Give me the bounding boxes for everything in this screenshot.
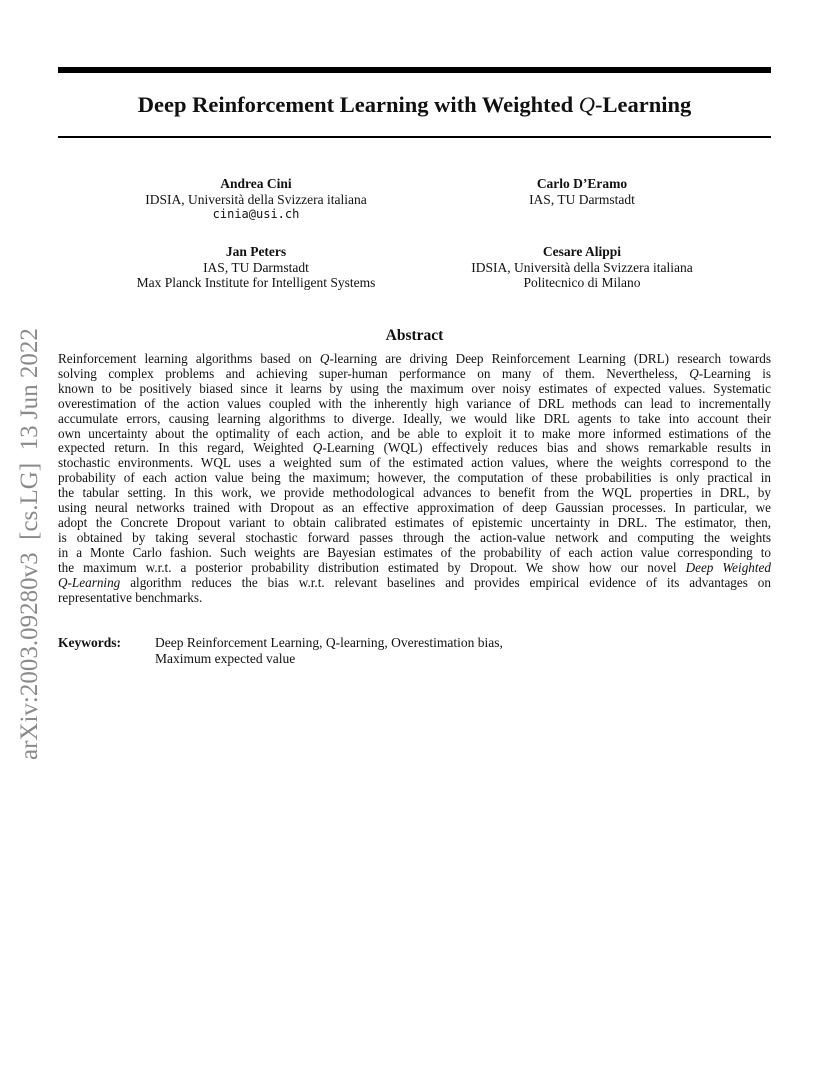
author-name: Cesare Alippi: [542, 244, 622, 259]
keywords-line: Deep Reinforcement Learning, Q-learning, Overestimation bias,: [155, 635, 503, 650]
title-bottom-rule: [58, 136, 771, 138]
abstract-line: known to be positively biased since it learns by using the maximum over noisy estimates of expected values. Systematic: [58, 380, 771, 396]
author-affiliation-2: Max Planck Institute for Intelligent Systems: [136, 275, 376, 290]
paper-title: [58, 90, 771, 120]
author-affiliation: IDSIA, Università della Svizzera italiana: [145, 191, 367, 207]
author-block-peters: [96, 244, 416, 291]
abstract-line: using neural networks trained with Dropout as an effective approximation of deep Gaussian processes. In particular, we: [58, 500, 771, 516]
author-affiliation-2: Politecnico di Milano: [523, 275, 641, 290]
title-top-rule: [58, 67, 771, 73]
author-affiliation: IDSIA, Università della Svizzera italiana: [471, 259, 693, 275]
keywords-line: Maximum expected value: [155, 651, 296, 666]
abstract-line: the maximum w.r.t. a posterior probability distribution estimated by Dropout. We show how our novel Deep Weighted: [58, 559, 771, 575]
abstract-line: overestimation of the action values coupled with the inherently high variance of DRL methods can lead to incrementally: [58, 395, 771, 411]
author-block-deramo: [422, 176, 742, 207]
abstract-line: is obtained by taking several stochastic forward passes through the action-value network and computing the weights: [58, 529, 771, 545]
author-name: Andrea Cini: [220, 176, 292, 191]
author-block-cini: [96, 176, 416, 223]
keywords-text: [155, 635, 675, 667]
abstract-body: [58, 352, 771, 605]
title-q-symbol: Q: [578, 92, 595, 117]
title-text-end: -Learning: [595, 92, 692, 117]
abstract-line: stochastic environments. WQL uses a weighted sum of the estimated action values, where the weights correspond to the: [58, 455, 771, 471]
abstract-line: representative benchmarks.: [58, 589, 203, 605]
abstract-line: probability of each action value being the maximum; however, the computation of these probabilities is only practical in: [58, 470, 771, 486]
author-name: Jan Peters: [225, 244, 287, 259]
author-affiliation: IAS, TU Darmstadt: [529, 191, 635, 207]
arxiv-stamp: arXiv:2003.09280v3 [cs.LG] 13 Jun 2022: [16, 328, 43, 760]
author-email[interactable]: cinia@usi.ch: [212, 207, 300, 221]
abstract-heading: Abstract: [385, 327, 444, 344]
abstract-line: the tabular setting. In this work, we provide methodological advances to benefit from the WQL properties in DRL, by: [58, 485, 771, 501]
abstract-line: solving complex problems and achieving super-human performance on many of them. Nevertheless, Q-Learning is: [58, 365, 771, 381]
abstract-line: expected return. In this regard, Weighted Q-Learning (WQL) effectively reduces bias and shows remarkable results in: [58, 440, 771, 456]
abstract-line: own uncertainty about the optimality of each action, and be able to exploit it to make more informed estimations of the: [58, 425, 771, 441]
author-block-alippi: [422, 244, 742, 291]
abstract-line: Q-Learning algorithm reduces the bias w.r.t. relevant baselines and provides empirical evidence of its advantages on: [58, 574, 771, 590]
abstract-line: adopt the Concrete Dropout variant to obtain calibrated estimates of epistemic uncertainty in DRL. The estimator, then,: [58, 514, 771, 530]
author-name: Carlo D’Eramo: [536, 176, 628, 191]
abstract-line: in a Monte Carlo fashion. Such weights are Bayesian estimates of the probability of each action value corresponding to: [58, 544, 771, 560]
title-text-start: Deep Reinforcement Learning with Weighted: [137, 92, 579, 117]
abstract-line: accumulate errors, causing learning algorithms to diverge. Ideally, we would like DRL agents to take into account their: [58, 410, 771, 426]
keywords-label: Keywords:: [58, 635, 121, 650]
abstract-line: Reinforcement learning algorithms based on Q-learning are driving Deep Reinforcement Learning (DRL) research towards: [58, 351, 772, 366]
author-affiliation: IAS, TU Darmstadt: [203, 259, 309, 275]
